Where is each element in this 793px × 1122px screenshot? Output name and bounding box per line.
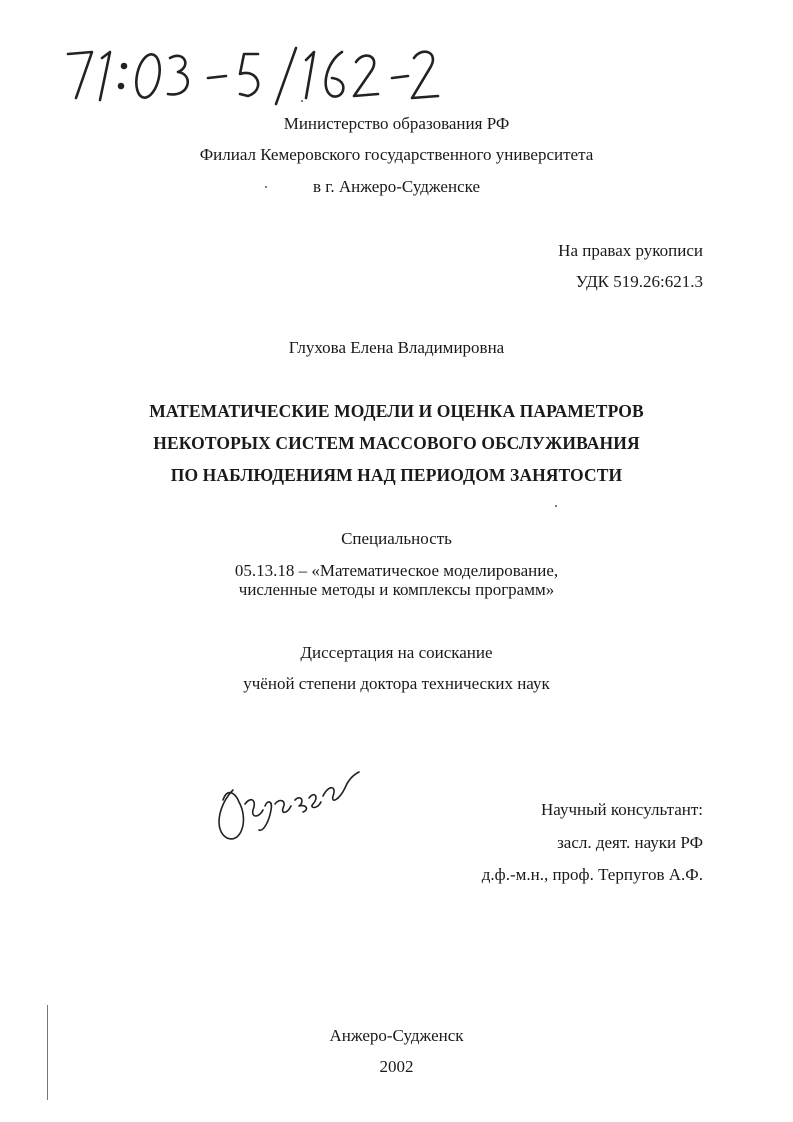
handwritten-archive-code bbox=[62, 40, 442, 110]
scan-speck bbox=[555, 505, 557, 507]
scan-edge-mark bbox=[47, 1005, 48, 1100]
consultant-title: засл. деят. науки РФ bbox=[557, 833, 703, 852]
consultant-name: д.ф.-м.н., проф. Терпугов А.Ф. bbox=[481, 865, 703, 884]
footer-year: 2002 bbox=[379, 1057, 414, 1076]
author-name: Глухова Елена Владимировна bbox=[288, 338, 505, 357]
branch-line: Филиал Кемеровского государственного университета bbox=[199, 145, 594, 164]
udc-code: УДК 519.26:621.3 bbox=[575, 272, 703, 291]
title-line-2: НЕКОТОРЫХ СИСТЕМ МАССОВОГО ОБСЛУЖИВАНИЯ bbox=[153, 433, 640, 453]
specialty-label: Специальность bbox=[341, 529, 452, 548]
dissertation-line-2: учёной степени доктора технических наук bbox=[243, 674, 550, 693]
city-line: в г. Анжеро-Судженске bbox=[312, 177, 481, 196]
specialty-line-1: 05.13.18 – «Математическое моделирование, bbox=[234, 561, 559, 580]
title-line-1: МАТЕМАТИЧЕСКИЕ МОДЕЛИ И ОЦЕНКА ПАРАМЕТРОВ bbox=[149, 401, 644, 421]
title-line-3: ПО НАБЛЮДЕНИЯМ НАД ПЕРИОДОМ ЗАНЯТОСТИ bbox=[170, 465, 623, 485]
footer-city: Анжеро-Судженск bbox=[329, 1026, 464, 1045]
scan-speck bbox=[301, 100, 303, 102]
handwritten-signature bbox=[205, 760, 365, 850]
dissertation-line-1: Диссертация на соискание bbox=[300, 643, 493, 662]
ministry-line: Министерство образования РФ bbox=[283, 114, 510, 133]
specialty-line-2: численные методы и комплексы программ» bbox=[238, 580, 555, 599]
manuscript-rights-note: На правах рукописи bbox=[558, 241, 703, 260]
consultant-label: Научный консультант: bbox=[541, 800, 703, 819]
